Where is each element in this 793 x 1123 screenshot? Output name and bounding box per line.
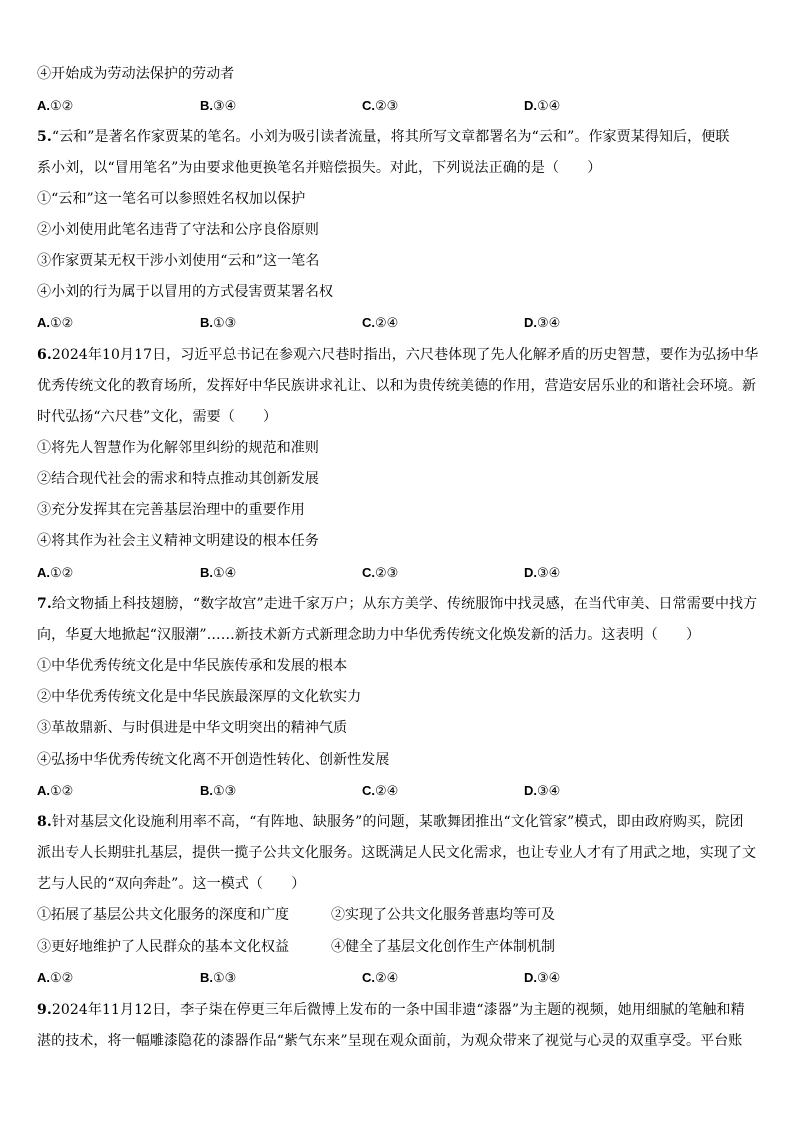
q6-stem-line3: 时代弘扬“六尺巷”文化，需要（ ）: [37, 409, 278, 425]
q5-item-4: ④小刘的行为属于以冒用的方式侵害贾某署名权: [37, 284, 334, 300]
q6-option-b[interactable]: B.①④: [200, 565, 237, 581]
q8-item-1: ①拓展了基层公共文化服务的深度和广度: [37, 907, 289, 923]
q4-option-a[interactable]: A.①②: [37, 98, 74, 114]
q5-item-3: ③作家贾某无权干涉小刘使用“云和”这一笔名: [37, 253, 320, 269]
q6-option-c[interactable]: C.②③: [362, 565, 399, 581]
q7-stem-line1: 7.给文物插上科技翅膀，“数字故宫”走进千家万户；从东方美学、传统服饰中找灵感，在当代审美、日常需要中找方: [37, 596, 758, 612]
q8-stem-line3: 艺与人民的“双向奔赴”。这一模式（ ）: [37, 876, 306, 892]
q8-item-3: ③更好地维护了人民群众的基本文化权益: [37, 939, 289, 955]
q4-option-b[interactable]: B.③④: [200, 98, 237, 114]
q6-option-a[interactable]: A.①②: [37, 565, 74, 581]
q8-option-d[interactable]: D.③④: [524, 970, 561, 986]
q7-option-c[interactable]: C.②④: [362, 783, 399, 799]
q6-item-2: ②结合现代社会的需求和特点推动其创新发展: [37, 471, 319, 487]
q5-option-c[interactable]: C.②④: [362, 315, 399, 331]
q4-option-c[interactable]: C.②③: [362, 98, 399, 114]
q8-option-a[interactable]: A.①②: [37, 970, 74, 986]
q7-item-4: ④弘扬中华优秀传统文化离不开创造性转化、创新性发展: [37, 752, 390, 768]
q5-stem-line2: 系小刘，以“冒用笔名”为由要求他更换笔名并赔偿损失。对此，下列说法正确的是（ ）: [37, 160, 602, 176]
q5-stem-line1: 5.“云和”是著名作家贾某的笔名。小刘为吸引读者流量，将其所写文章都署名为“云和”。作家贾某得知后，便联: [37, 129, 730, 145]
q6-item-1: ①将先人智慧作为化解邻里纠纷的规范和准则: [37, 440, 319, 456]
q8-stem-line2: 派出专人长期驻扎基层，提供一揽子公共文化服务。这既满足人民文化需求，也让专业人才有了用武之地，实现了文: [37, 845, 757, 861]
q6-option-d[interactable]: D.③④: [524, 565, 561, 581]
q9-stem-line2: 湛的技术，将一幅雕漆隐花的漆器作品“紫气东来”呈现在观众面前，为观众带来了视觉与心灵的双重享受。平台账: [37, 1033, 743, 1049]
q8-item-4: ④健全了基层文化创作生产体制机制: [331, 939, 555, 955]
q8-option-c[interactable]: C.②④: [362, 970, 399, 986]
q4-item-4: ④开始成为劳动法保护的劳动者: [37, 66, 235, 82]
q7-item-3: ③革故鼎新、与时俱进是中华文明突出的精神气质: [37, 720, 348, 736]
q5-option-d[interactable]: D.③④: [524, 315, 561, 331]
q7-item-2: ②中华优秀传统文化是中华民族最深厚的文化软实力: [37, 689, 362, 705]
q5-item-2: ②小刘使用此笔名违背了守法和公序良俗原则: [37, 222, 319, 238]
q5-option-a[interactable]: A.①②: [37, 315, 74, 331]
q6-item-3: ③充分发挥其在完善基层治理中的重要作用: [37, 502, 305, 518]
q8-item-2: ②实现了公共文化服务普惠均等可及: [331, 907, 555, 923]
q6-stem-line1: 6.2024年10月17日，习近平总书记在参观六尺巷时指出，六尺巷体现了先人化解矛盾的历史智慧，要作为弘扬中华: [37, 347, 759, 363]
q7-item-1: ①中华优秀传统文化是中华民族传承和发展的根本: [37, 658, 348, 674]
q6-stem-line2: 优秀传统文化的教育场所，发挥好中华民族讲求礼让、以和为贵传统美德的作用，营造安居乐业的和谐社会环境。新: [37, 378, 757, 394]
q8-option-b[interactable]: B.①③: [200, 970, 237, 986]
q5-item-1: ①“云和”这一笔名可以参照姓名权加以保护: [37, 191, 306, 207]
q6-item-4: ④将其作为社会主义精神文明建设的根本任务: [37, 533, 319, 549]
q7-stem-line2: 向，华夏大地掀起“汉服潮”……新技术新方式新理念助力中华优秀传统文化焕发新的活力。这表明（ ）: [37, 627, 701, 643]
q5-option-b[interactable]: B.①③: [200, 315, 237, 331]
q7-option-b[interactable]: B.①③: [200, 783, 237, 799]
q4-option-d[interactable]: D.①④: [524, 98, 561, 114]
q8-stem-line1: 8.针对基层文化设施利用率不高，“有阵地、缺服务”的问题，某歌舞团推出“文化管家”模式，即由政府购买，院团: [37, 814, 744, 830]
q9-stem-line1: 9.2024年11月12日，李子柒在停更三年后微博上发布的一条中国非遗“漆器”为主题的视频，她用细腻的笔触和精: [37, 1002, 745, 1018]
q7-option-a[interactable]: A.①②: [37, 783, 74, 799]
q7-option-d[interactable]: D.③④: [524, 783, 561, 799]
